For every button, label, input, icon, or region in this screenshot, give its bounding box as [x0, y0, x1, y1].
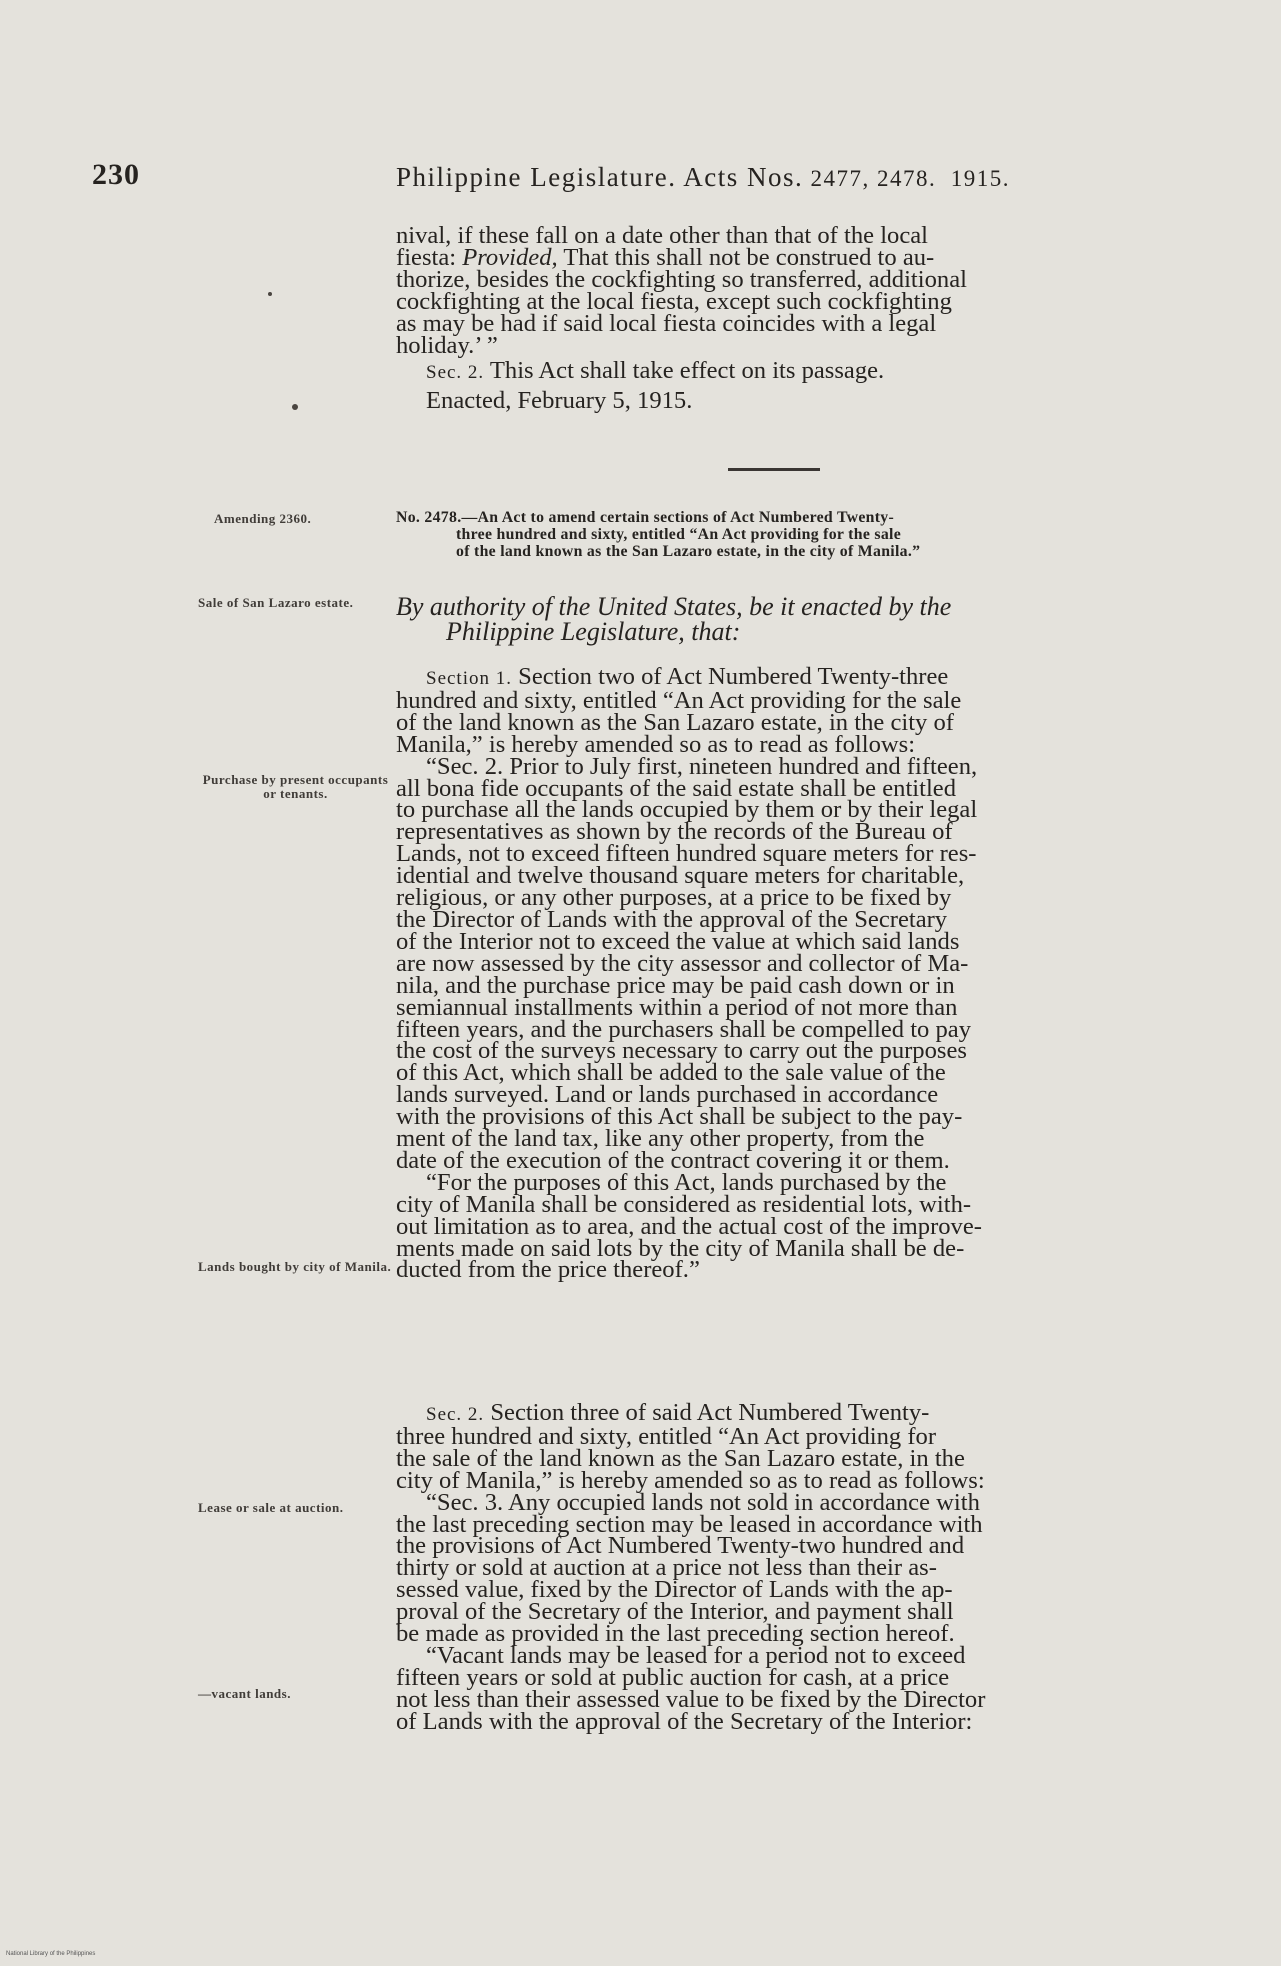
section-1: [396, 663, 1180, 1284]
text-line: Section 1. Section two of Act Numbered Twenty-three: [426, 663, 949, 690]
text-line: “For the purposes of this Act, lands purchased by the: [426, 1168, 947, 1196]
text-line: three hundred and sixty, entitled “An Act providing for: [396, 1422, 937, 1450]
text-line: of the land known as the San Lazaro estate, in the city of: [396, 708, 954, 736]
enacting-clause: By authority of the United States, be it enacted by the Philippine Legislature, that:: [396, 592, 952, 646]
text-line: Manila,” is hereby amended so as to read as follows:: [396, 730, 916, 758]
text-line: “Vacant lands may be leased for a period not to exceed: [426, 1641, 966, 1669]
effectivity-clause: Sec. 2. This Act shall take effect on its passage.: [426, 357, 885, 385]
running-head-title: Philippine Legislature. Acts Nos.: [396, 162, 804, 192]
text-line: hundred and sixty, entitled “An Act providing for the sale: [396, 686, 962, 714]
text-line: proval of the Secretary of the Interior, and payment shall: [396, 1598, 954, 1626]
text-line: be made as provided in the last preceding section hereof.: [396, 1620, 955, 1648]
text-line: are now assessed by the city assessor and collector of Ma-: [396, 949, 969, 977]
text-line: lands surveyed. Land or lands purchased in accordance: [396, 1081, 939, 1109]
text-line: religious, or any other purposes, at a price to be fixed by: [396, 884, 952, 912]
text-line: “Sec. 2. Prior to July first, nineteen hundred and fifteen,: [426, 752, 978, 780]
text-line: as may be had if said local fiesta coincides with a legal: [396, 309, 937, 337]
running-head: [396, 162, 1010, 193]
text-line: nival, if these fall on a date other than that of the local: [396, 222, 928, 249]
text-line: ment of the land tax, like any other property, from the: [396, 1125, 925, 1153]
text-line: city of Manila,” is hereby amended so as to read as follows:: [396, 1466, 985, 1494]
text-line: city of Manila shall be considered as residential lots, with-: [396, 1190, 972, 1218]
text-line: the cost of the surveys necessary to carry out the purposes: [396, 1037, 967, 1065]
library-footer: National Library of the Philippines: [6, 1951, 96, 1957]
text-line: the sale of the land known as the San Lazaro estate, in the: [396, 1444, 965, 1472]
text-line: “Sec. 3. Any occupied lands not sold in accordance with: [426, 1488, 980, 1516]
ink-speck: [268, 292, 272, 296]
section-divider: [728, 468, 820, 471]
margin-note-lands-bought: Lands bought by city of Manila.: [198, 1259, 392, 1274]
text-line: ducted from the price thereof.”: [396, 1256, 700, 1284]
text-line: fifteen years or sold at public auction for cash, at a price: [396, 1663, 950, 1691]
proviso: Provided,: [462, 243, 558, 271]
text-line: the last preceding section may be leased in accordance with: [396, 1510, 983, 1538]
running-head-numbers: 2477, 2478.: [810, 166, 937, 191]
running-head-year: 1915.: [950, 166, 1010, 191]
text-line: the Director of Lands with the approval of the Secretary: [396, 905, 948, 933]
title-line: of the land known as the San Lazaro estate, in the city of Manila.”: [456, 543, 921, 560]
text-line: all bona fide occupants of the said estate shall be entitled: [396, 774, 957, 802]
margin-note-sale: Sale of San Lazaro estate.: [198, 595, 354, 610]
title-line: three hundred and sixty, entitled “An Act providing for the sale: [456, 526, 902, 543]
text-line: nila, and the purchase price may be paid cash down or in: [396, 971, 955, 999]
text-line: date of the execution of the contract covering it or them.: [396, 1146, 950, 1174]
text-line: ments made on said lots by the city of Manila shall be de-: [396, 1234, 965, 1262]
margin-note-vacant: —vacant lands.: [198, 1686, 291, 1701]
text-line: representatives as shown by the records of the Bureau of: [396, 818, 953, 846]
text-line: holiday.’ ”: [396, 331, 498, 359]
ink-speck: [292, 404, 298, 410]
section-2: [396, 1399, 1180, 1735]
previous-act-text: [396, 222, 1180, 415]
text-line: Sec. 2. Section three of said Act Numbered Twenty-: [426, 1399, 930, 1426]
text-line: of the Interior not to exceed the value at which said lands: [396, 927, 960, 955]
text-line: out limitation as to area, and the actual cost of the improve-: [396, 1212, 982, 1240]
text-line: thorize, besides the cockfighting so transferred, additional: [396, 265, 967, 293]
text-line: semiannual installments within a period of not more than: [396, 993, 958, 1021]
title-line: No. 2478.—An Act to amend certain sections of Act Numbered Twenty-: [396, 509, 895, 526]
enacted-date: Enacted, February 5, 1915.: [426, 387, 693, 415]
text-line: the provisions of Act Numbered Twenty-two hundred and: [396, 1532, 965, 1560]
text-line: not less than their assessed value to be fixed by the Director: [396, 1685, 986, 1713]
text-line: of this Act, which shall be added to the sale value of the: [396, 1059, 946, 1087]
text-line: cockfighting at the local fiesta, except such cockfighting: [396, 287, 952, 315]
margin-note-purchase: Purchase by present occupants or tenants.: [202, 772, 389, 801]
page-number: 230: [92, 158, 140, 191]
margin-note-lease: Lease or sale at auction.: [198, 1500, 344, 1515]
text-line: thirty or sold at auction at a price not less than their as-: [396, 1554, 937, 1582]
text-line: Lands, not to exceed fifteen hundred square meters for res-: [396, 840, 977, 868]
act-title: [396, 509, 1180, 560]
text-line: idential and twelve thousand square meters for charitable,: [396, 862, 965, 890]
text-line: to purchase all the lands occupied by them or by their legal: [396, 796, 978, 824]
margin-note-amending: Amending 2360.: [214, 511, 312, 526]
text-line: with the provisions of this Act shall be subject to the pay-: [396, 1103, 963, 1131]
text-line: of Lands with the approval of the Secretary of the Interior:: [396, 1707, 973, 1735]
text-line: fifteen years, and the purchasers shall be compelled to pay: [396, 1015, 971, 1043]
text-line: sessed value, fixed by the Director of Lands with the ap-: [396, 1576, 953, 1604]
text-line: fiesta: Provided, That this shall not be construed to au-: [396, 243, 935, 271]
